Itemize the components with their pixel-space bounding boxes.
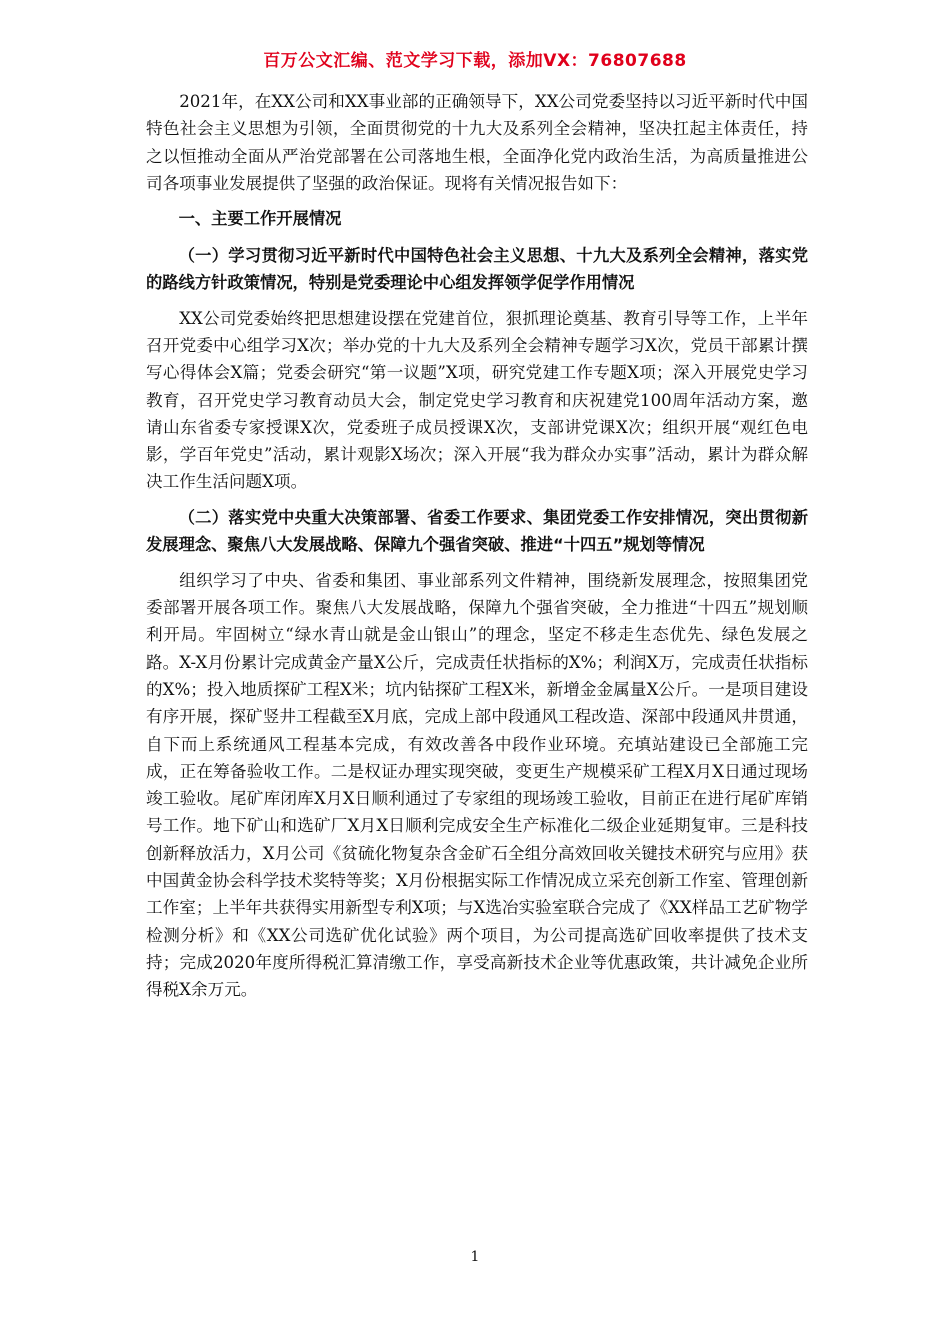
watermark-banner: 百万公文汇编、范文学习下载，添加VX：76807688: [263, 51, 687, 71]
subsection-2-paragraph: 组织学习了中央、省委和集团、事业部系列文件精神，围绕新发展理念，按照集团党委部署开展各项工作。聚焦八大发展战略，保障九个强省突破，全力推进“十四五”规划顺利开局。牢固树立“绿水青山就是金山银山”的理念，坚定不移走生态优先、绿色发展之路。X-X月份累计完成黄金产量X公斤，完成责任状指标的X%；利润X万，完成责任状指标的X%；投入地质探矿工程X米；坑内钻探矿工程X米，新增金金属量X公斤。一是项目建设有序开展，探矿竖井工程截至X月底，完成上部中段通风工程改造、深部中段通风井贯通，自下而上系统通风工程基本完成，有效改善各中段作业环境。充填站建设已全部施工完成，正在筹备验收工作。二是权证办理实现突破，变更生产规模采矿工程X月X日通过现场竣工验收。尾矿库闭库X月X日顺利通过了专家组的现场竣工验收，目前正在进行尾矿库销号工作。地下矿山和选矿厂X月X日顺利完成安全生产标准化二级企业延期复审。三是科技创新释放活力，X月公司《贫硫化物复杂含金矿石全组分高效回收关键技术研究与应用》获中国黄金协会科学技术奖特等奖；X月份根据实际工作情况成立采充创新工作室、管理创新工作室；上半年共获得实用新型专利X项；与X选冶实验室联合完成了《XX样品工艺矿物学检测分析》和《XX公司选矿优化试验》两个项目，为公司提高选矿回收率提供了技术支持；完成2020年度所得税汇算清缴工作，享受高新技术企业等优惠政策，共计减免企业所得税X余万元。: [146, 570, 808, 1000]
intro-paragraph: 2021年，在XX公司和XX事业部的正确领导下，XX公司党委坚持以习近平新时代中国特色社会主义思想为引领，全面贯彻党的十九大及系列全会精神，坚决扛起主体责任，持之以恒推动全面从严治党部署在公司落地生根，全面净化党内政治生活，为高质量推进公司各项事业发展提供了坚强的政治保证。现将有关情况报告如下：: [146, 92, 808, 193]
subsection-1-paragraph: XX公司党委始终把思想建设摆在党建首位，狠抓理论奠基、教育引导等工作，上半年召开党委中心组学习X次；举办党的十九大及系列全会精神专题学习X次，党员干部累计撰写心得体会X篇；党委会研究“第一议题”X项，研究党建工作专题X项；深入开展党史学习教育，召开党史学习教育动员大会，制定党史学习教育和庆祝建党100周年活动方案，邀请山东省委专家授课X次，党委班子成员授课X次，支部讲党课X次；组织开展“观红色电影，学百年党史”活动，累计观影X场次；深入开展“我为群众办实事”活动，累计为群众解决工作生活问题X项。: [146, 308, 808, 492]
document-body: [146, 88, 808, 1004]
page-number: 1: [470, 1249, 480, 1265]
subsection-heading-1: （一）学习贯彻习近平新时代中国特色社会主义思想、十九大及系列全会精神，落实党的路线方针政策情况，特别是党委理论中心组发挥领学促学作用情况: [146, 245, 808, 293]
section-heading-main-work: 一、主要工作开展情况: [178, 209, 342, 229]
subsection-heading-2: （二）落实党中央重大决策部署、省委工作要求、集团党委工作安排情况，突出贯彻新发展理念、聚焦八大发展战略、保障九个强省突破、推进“十四五”规划等情况: [146, 507, 808, 555]
